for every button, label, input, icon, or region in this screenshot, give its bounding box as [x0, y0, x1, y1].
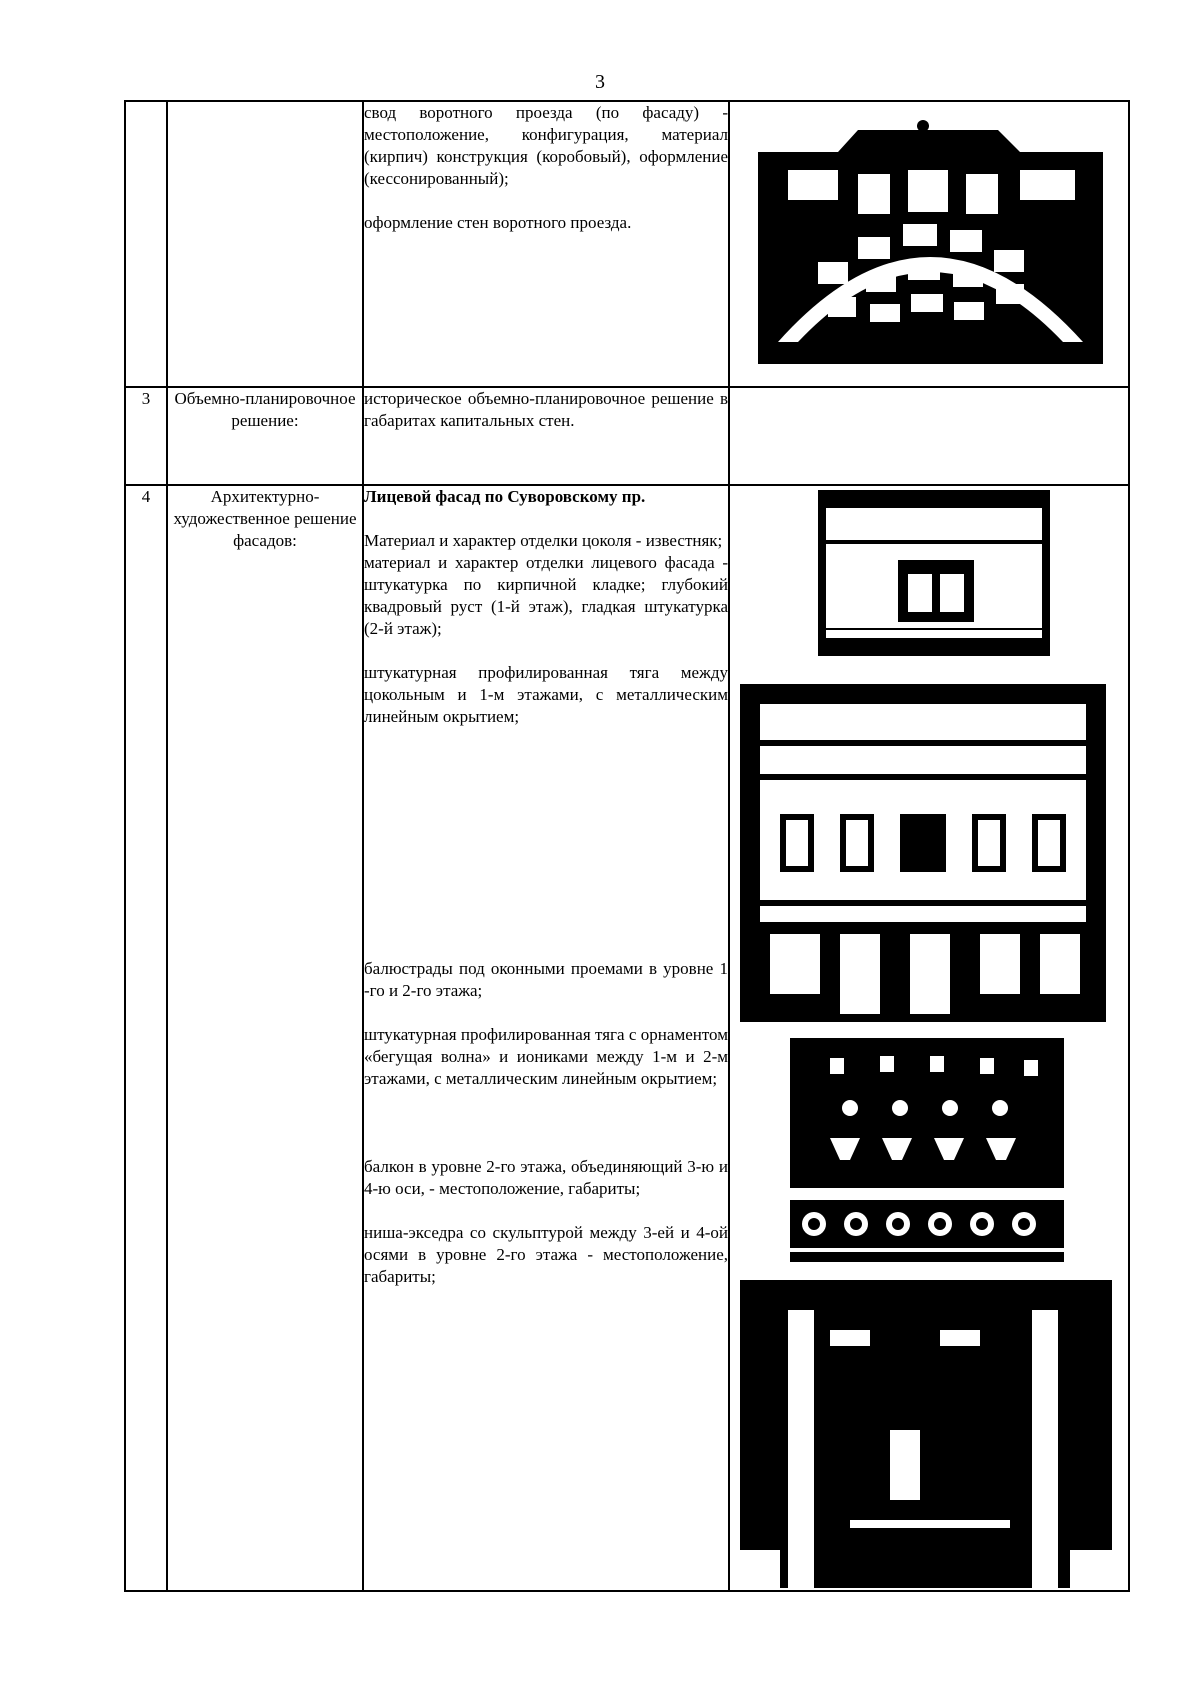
page-number: 3: [595, 71, 605, 93]
description-item: свод воротного проезда (по фасаду) - местоположение, конфигурация, материал (кирпич) конструкция (коробовый), оформление (кессонированный);: [364, 103, 728, 188]
table-row: [125, 101, 1129, 387]
facade-heading: Лицевой фасад по Суворовскому пр.: [364, 487, 646, 506]
row-name: Объемно-планировочное решение:: [167, 387, 363, 485]
row-name: [167, 101, 363, 387]
coffered-vault-photo: [758, 112, 1103, 364]
facade-photo: [740, 684, 1106, 1022]
row-description: [363, 485, 729, 1591]
description-item: штукатурная профилированная тяга с орнаментом «бегущая волна» и иониками между 1-м и 2-м этажами, с металлическим линейным окрытием;: [364, 1025, 728, 1088]
description-item: балюстрады под оконными проемами в уровне 1 -го и 2-го этажа;: [364, 959, 728, 1000]
balcony-niche-photo: [740, 1280, 1112, 1588]
table-row: [125, 485, 1129, 1591]
description-item: ниша-экседра со скульптурой между 3-ей и 4-ой осями в уровне 2-го этажа - местоположение, габариты;: [364, 1223, 728, 1286]
description-item: оформление стен воротного проезда.: [364, 213, 632, 232]
ornament-frieze-photo: [790, 1038, 1064, 1262]
plinth-window-photo: [818, 490, 1050, 656]
row-images: [729, 387, 1129, 485]
description-item: историческое объемно-планировочное решение в габаритах капитальных стен.: [364, 389, 728, 430]
row-description: [363, 101, 729, 387]
description-item: балкон в уровне 2-го этажа, объединяющий 3-ю и 4-ю оси, - местоположение, габариты;: [364, 1157, 728, 1198]
row-number: [125, 101, 167, 387]
description-item: штукатурная профилированная тяга между цокольным и 1-м этажами, с металлическим линейным окрытием;: [364, 663, 728, 726]
row-number: 3: [125, 387, 167, 485]
table-row: [125, 387, 1129, 485]
row-name: Архитектурно-художественное решение фасадов:: [167, 485, 363, 1591]
row-number: 4: [125, 485, 167, 1591]
description-item: Материал и характер отделки цоколя - известняк;: [364, 531, 723, 550]
protection-subject-table: [124, 100, 1130, 1592]
row-description: [363, 387, 729, 485]
description-item: материал и характер отделки лицевого фасада - штукатурка по кирпичной кладке; глубокий квадровый руст (1-й этаж), гладкая штукатурка (2-й этаж);: [364, 553, 728, 638]
row-images: [729, 485, 1129, 1591]
row-images: [729, 101, 1129, 387]
